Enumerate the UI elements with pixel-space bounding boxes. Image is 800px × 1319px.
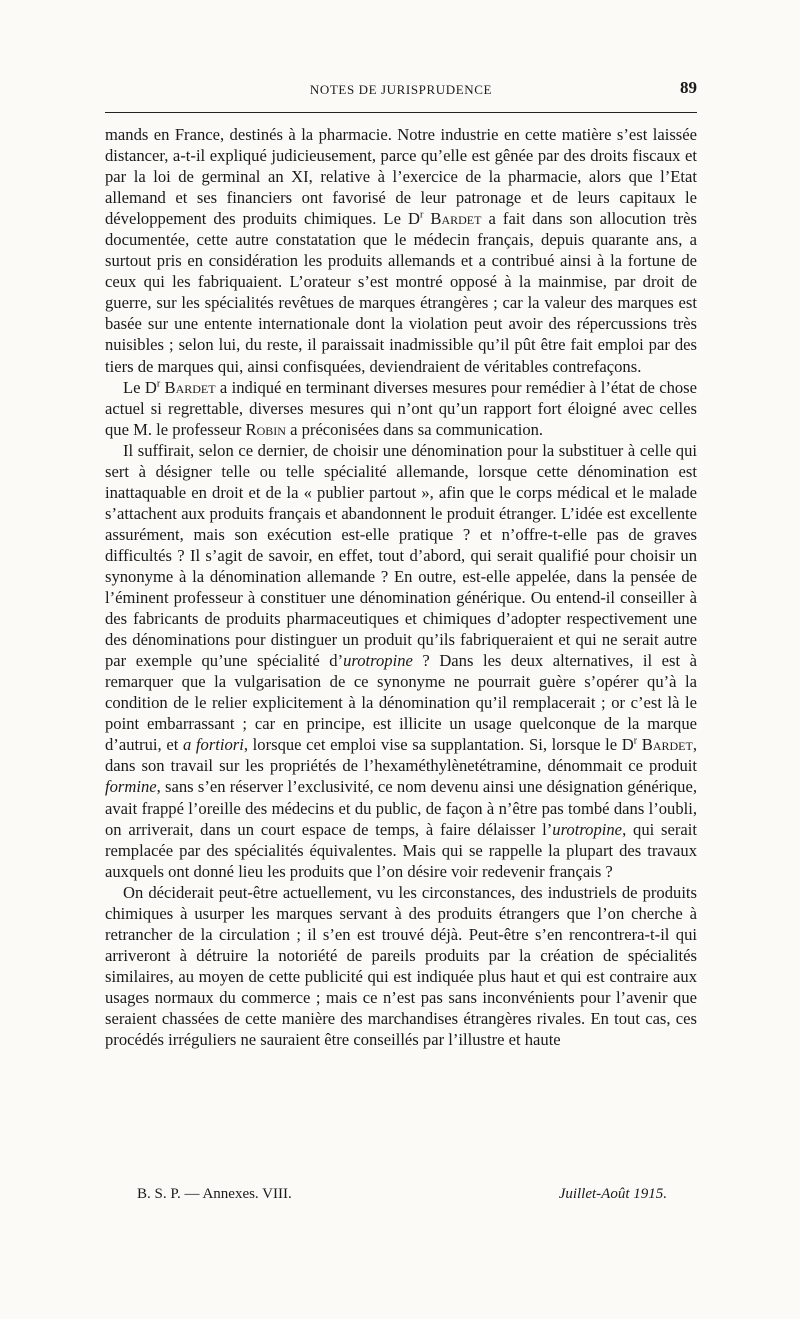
superscript: r	[156, 378, 161, 390]
text-run: , lorsque cet emploi vise sa supplantation. Si, lorsque le D	[243, 735, 634, 755]
italic-term: urotropine	[552, 819, 623, 839]
body-text	[105, 124, 697, 1050]
text-run: a préconisées dans sa communication.	[285, 419, 544, 439]
text-run: mands en France, destinés à la pharmacie. Notre industrie en cette matière s’est laissée distancer, a-t-il expliqué judicieusement, parce qu’elle est gênée par des droits fiscaux et par la loi de germinal an XI, relative à l’exercice de la pharmacie, alors que l’Etat allemand et ses financiers ont favorisé de leur patronage et de leurs capitaux le développement des produits chimiques. Le D	[105, 125, 697, 229]
paragraph	[105, 377, 697, 440]
page-footer	[105, 1186, 697, 1208]
page-header	[105, 78, 697, 100]
text-run: Il suffirait, selon ce dernier, de choisir une dénomination pour la substituer à celle qui sert à désigner telle ou telle spécialité allemande, lorsque cette dénomination est inattaquable en droit et de la « publier partout », afin que le corps médical et le malade s’attachent aux produits français et abandonnent le produit étranger. L’idée est excellente assurément, mais son exécution est-elle pratique ? et n’offre-t-elle pas de graves difficultés ? Il s’agit de savoir, en effet, tout d’abord, qui serait qualifié pour choisir un synonyme à la dénomination allemande ? En outre, est-elle appelée, dans la pensée de l’éminent professeur à constituer une dénomination générique. Ou entend-il conseiller à des fabricants de produits pharmaceutiques et chimiques d’adopter respectivement une des dénominations pour distinguer un produit qu’ils fabriqueraient et qui ne serait autre par exemple qu’une spécialité d’	[105, 440, 697, 671]
text-run: , qui serait remplacée par des spécialités équivalentes. Mais qui se rappelle la plupart des travaux auxquels ont donné lieu les produits que l’on désire voir redevenir français ?	[105, 819, 697, 881]
italic-term: urotropine	[343, 651, 413, 671]
text-run: a indiqué en terminant diverses mesures pour remédier à l’état de chose actuel si regrettable, diverses mesures qui n’ont qu’un rapport fort éloigné avec celles que M. le professeur	[105, 377, 697, 439]
text-run: Le D	[123, 377, 157, 397]
paragraph	[105, 882, 697, 1050]
header-rule	[105, 112, 697, 113]
text-run: a fait dans son allocution très documentée, cette autre constatation que le médecin français, depuis quarante ans, a surtout pris en considération les produits allemands et a contribué ainsi à la fortune de ceux qui les fabriquaient. L’orateur s’est montré opposé à la mainmise, par droit de guerre, sur les spécialités revêtues de marques étrangères ; car la valeur des marques est basée sur une entente internationale dont la violation peut avoir des répercussions très nuisibles ; selon lui, du reste, il paraissait inadmissible qu’il pût être fait emploi par des tiers de marques qui, ainsi confisquées, deviendraient de véritables contrefaçons.	[105, 209, 698, 376]
author-name: Robin	[245, 419, 286, 439]
text-run: ? Dans les deux alternatives, il est à remarquer que la vulgarisation de ce synonyme ne pourrait guère s’opérer qu’à la condition de le relier explicitement à la dénomination qu’il remplacerait ; or c’est là le point embarrassant ; car en principe, est illicite un usage quelconque de la marque d’autrui, et	[105, 651, 697, 755]
author-name: Bardet	[164, 377, 216, 397]
page-number: 89	[680, 78, 697, 97]
paragraph	[105, 124, 697, 377]
superscript: r	[633, 735, 638, 747]
text-run: , sans s’en réserver l’exclusivité, ce nom devenu ainsi une désignation générique, avait frappé l’oreille des médecins et du public, de façon à n’être pas tombé dans l’oubli, on arriverait, dans un court espace de temps, à faire délaisser l’	[105, 777, 697, 839]
running-title: NOTES DE JURISPRUDENCE	[309, 82, 493, 97]
italic-term: formine	[105, 777, 157, 797]
footer-journal-reference: B. S. P. — Annexes. VIII.	[137, 1186, 292, 1202]
italic-term: a fortiori	[182, 735, 244, 755]
footer-date: Juillet-Août 1915.	[558, 1186, 667, 1202]
superscript: r	[419, 209, 424, 221]
text-run: On déciderait peut-être actuellement, vu les circonstances, des industriels de produits chimiques à usurper les marques servant à des produits étrangers que l’on cherche à retrancher de la circulation ; il s’en est trouvé déjà. Peut-être s’en rencontrera-t-il qui arriveront à détruire la notoriété de pareils produits par la création de spécialités similaires, au moyen de cette publicité qui est indiquée plus haut et qui est contraire aux usages normaux du commerce ; mais ce n’est pas sans inconvénients pour l’avenir que seraient chassées de cette manière des marchandises étrangères rivales. En tout cas, ces procédés irréguliers ne sauraient être conseillés par l’illustre et haute	[105, 882, 697, 1050]
author-name: Bardet	[641, 735, 693, 755]
author-name: Bardet	[430, 209, 482, 229]
paragraph	[105, 440, 697, 882]
text-run: , dans son travail sur les propriétés de l’hexaméthylènetétramine, dénommait ce produit	[105, 735, 697, 776]
